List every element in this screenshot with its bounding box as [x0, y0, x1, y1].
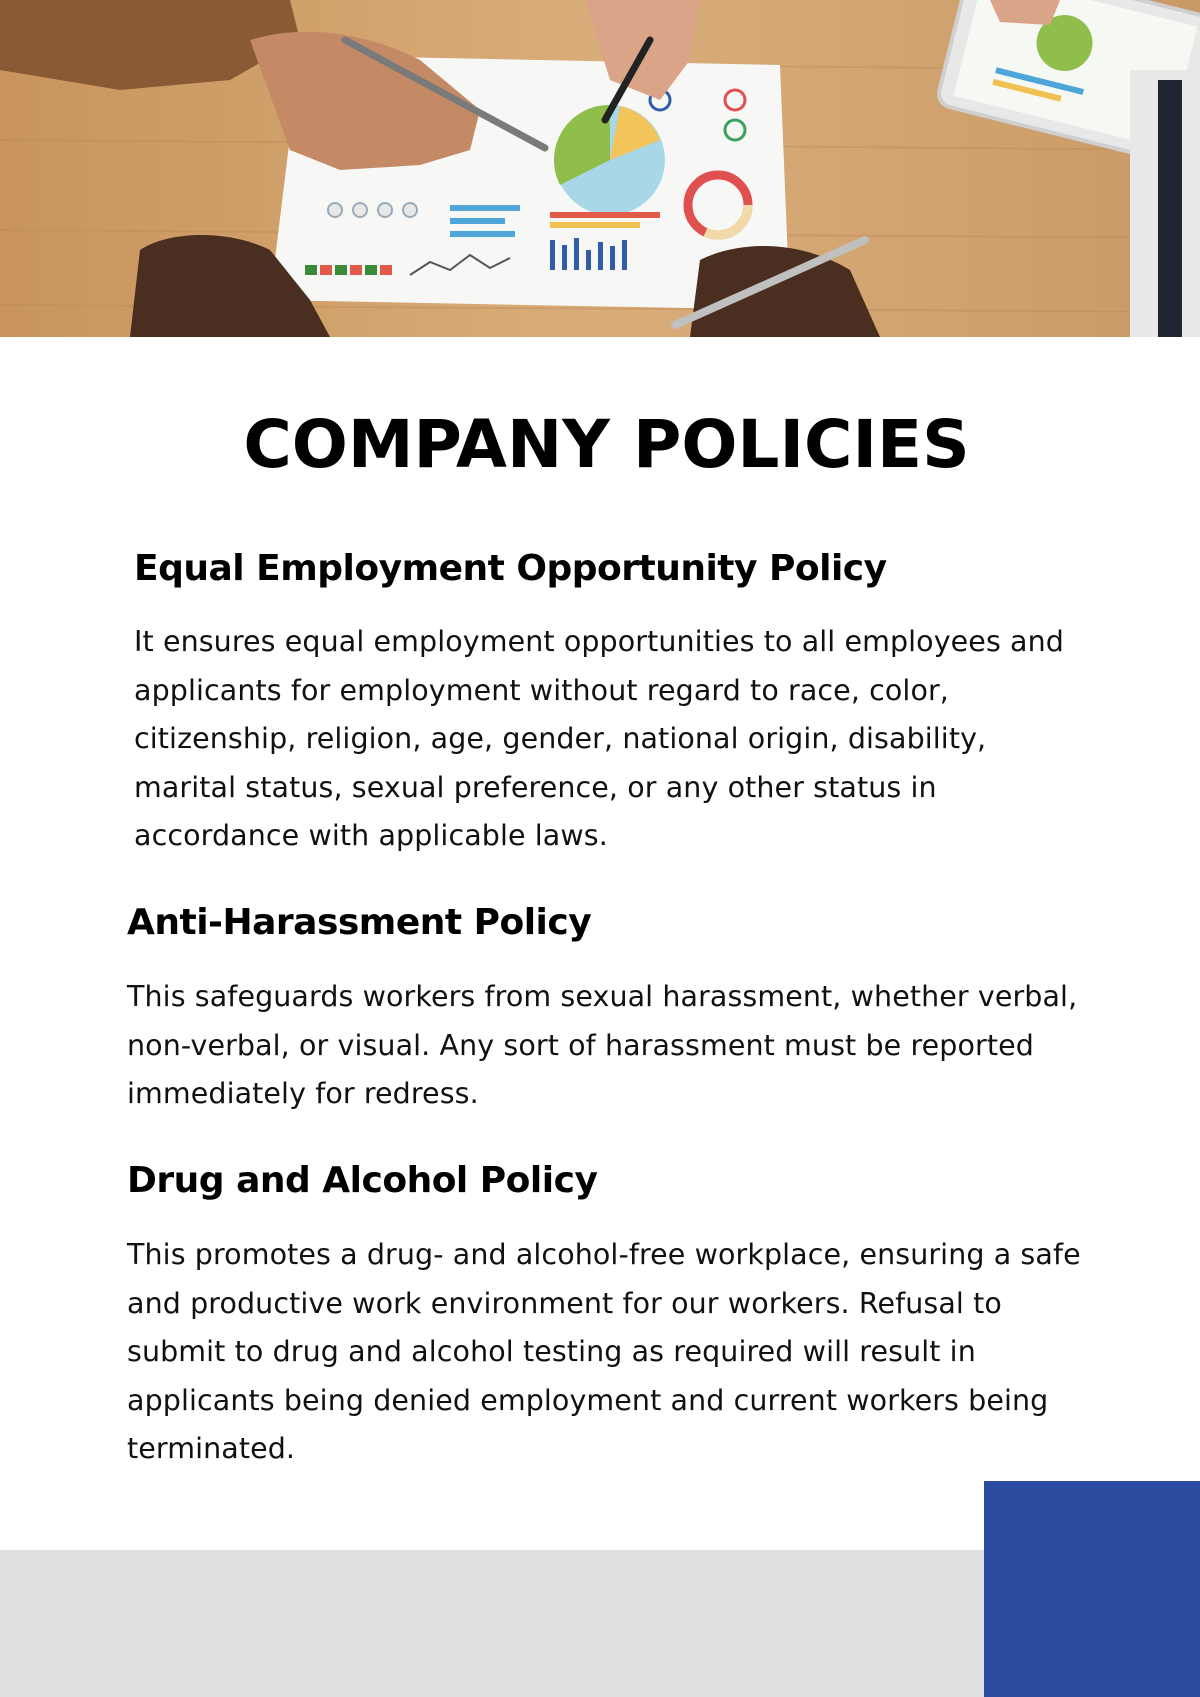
hero-photo [0, 0, 1200, 337]
hero-illustration [0, 0, 1200, 337]
section-heading-anti-harassment: Anti-Harassment Policy [127, 902, 592, 943]
footer-band [0, 1550, 984, 1697]
section-body-eeo: It ensures equal employment opportunities to all employees and applicants for employment without regard to race, color, citizenship, religion, age, gender, national origin, disability, marital status, sexual preference, or any other status in accordance with applicable laws. [134, 625, 1064, 852]
section-heading-eeo: Equal Employment Opportunity Policy [134, 548, 887, 589]
section-heading-drug-alcohol: Drug and Alcohol Policy [127, 1160, 598, 1201]
section-body-anti-harassment: This safeguards workers from sexual harassment, whether verbal, non-verbal, or visual. Any sort of harassment must be reported immediately for redress. [127, 980, 1078, 1110]
section-body-drug-alcohol: This promotes a drug- and alcohol-free workplace, ensuring a safe and productive work environment for our workers. Refusal to submit to drug and alcohol testing as required will result in applicants being denied employment and current workers being terminated. [127, 1238, 1081, 1465]
page-title: COMPANY POLICIES [243, 406, 970, 483]
footer-accent-block [984, 1481, 1200, 1697]
